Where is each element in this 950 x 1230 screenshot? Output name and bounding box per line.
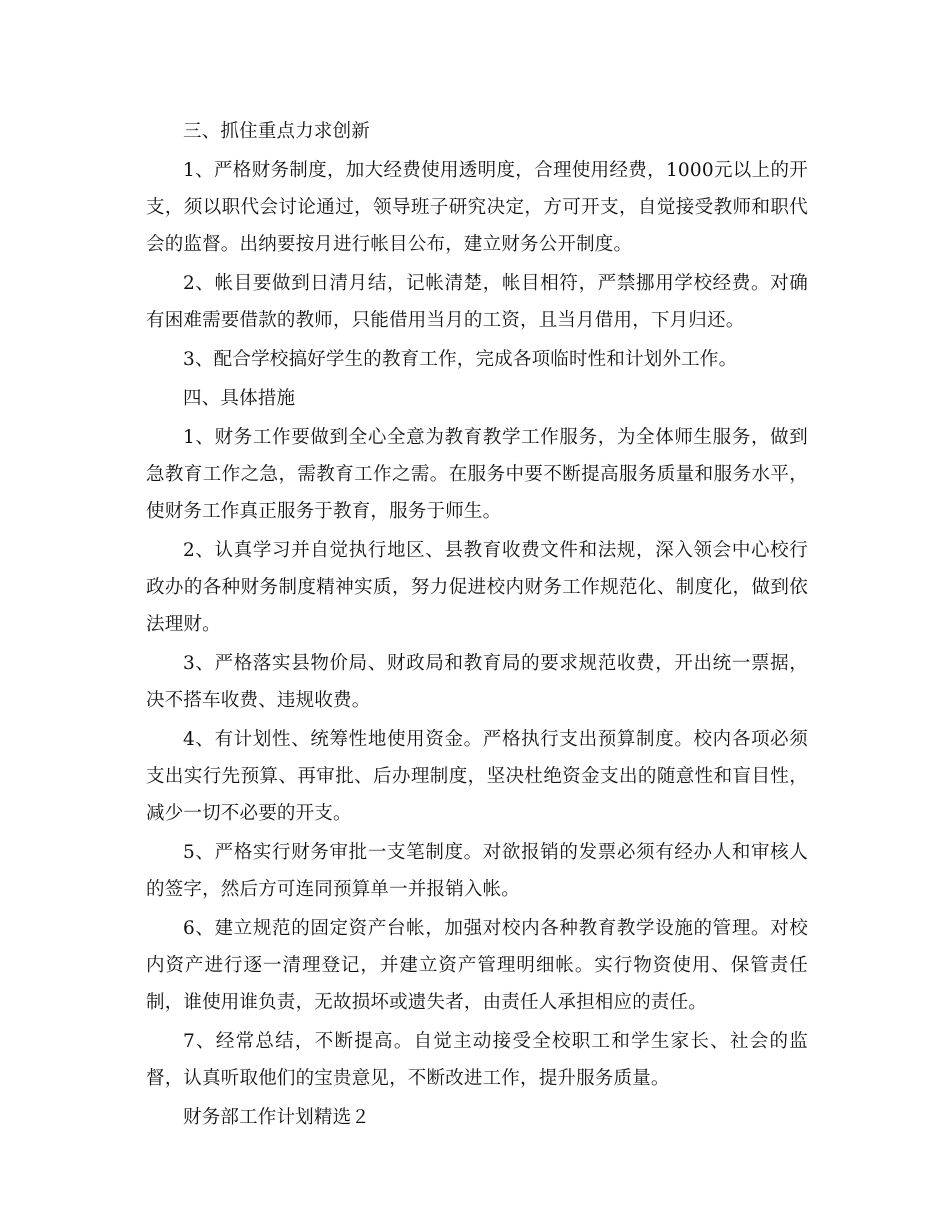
- closing-title: 财务部工作计划精选２: [183, 1107, 371, 1128]
- section4-item-1: 1、财务工作要做到全心全意为教育教学工作服务，为全体师生服务，做到急教育工作之急，需教育工作之需。在服务中要不断提高服务质量和服务水平，使财务工作真正服务于教育，服务于师生。: [146, 427, 808, 522]
- section3-item-3: 3、配合学校搞好学生的教育工作，完成各项临时性和计划外工作。: [183, 349, 738, 370]
- section4-item-5: 5、严格实行财务审批一支笔制度。对欲报销的发票必须有经办人和审核人的签字，然后方可连同预算单一并报销入帐。: [146, 842, 808, 900]
- section-heading-3: 三、抓住重点力求创新: [183, 121, 371, 142]
- section4-item-7: 7、经常总结，不断提高。自觉主动接受全校职工和学生家长、社会的监督，认真听取他们的宝贵意见，不断改进工作，提升服务质量。: [146, 1031, 808, 1089]
- section4-item-2: 2、认真学习并自觉执行地区、县教育收费文件和法规，深入领会中心校行政办的各种财务制度精神实质，努力促进校内财务工作规范化、制度化，做到依法理财。: [146, 540, 808, 635]
- section4-item-6: 6、建立规范的固定资产台帐，加强对校内各种教育教学设施的管理。对校内资产进行逐一清理登记，并建立资产管理明细帐。实行物资使用、保管责任制，谁使用谁负责，无故损坏或遗失者，由责任人承担相应的责任。: [146, 918, 808, 1013]
- section3-item-2: 2、帐目要做到日清月结，记帐清楚，帐目相符，严禁挪用学校经费。对确有困难需要借款的教师，只能借用当月的工资，且当月借用，下月归还。: [146, 273, 808, 331]
- section-heading-4: 四、具体措施: [183, 388, 296, 409]
- section4-item-3: 3、严格落实县物价局、财政局和教育局的要求规范收费，开出统一票据，决不搭车收费、违规收费。: [146, 653, 808, 711]
- section4-item-4: 4、有计划性、统筹性地使用资金。严格执行支出预算制度。校内各项必须支出实行先预算、再审批、后办理制度，坚决杜绝资金支出的随意性和盲目性，减少一切不必要的开支。: [146, 729, 808, 824]
- section3-item-1: 1、严格财务制度，加大经费使用透明度，合理使用经费，1000元以上的开支，须以职代会讨论通过，领导班子研究决定，方可开支，自觉接受教师和职代会的监督。出纳要按月进行帐目公布，建立财务公开制度。: [146, 160, 808, 255]
